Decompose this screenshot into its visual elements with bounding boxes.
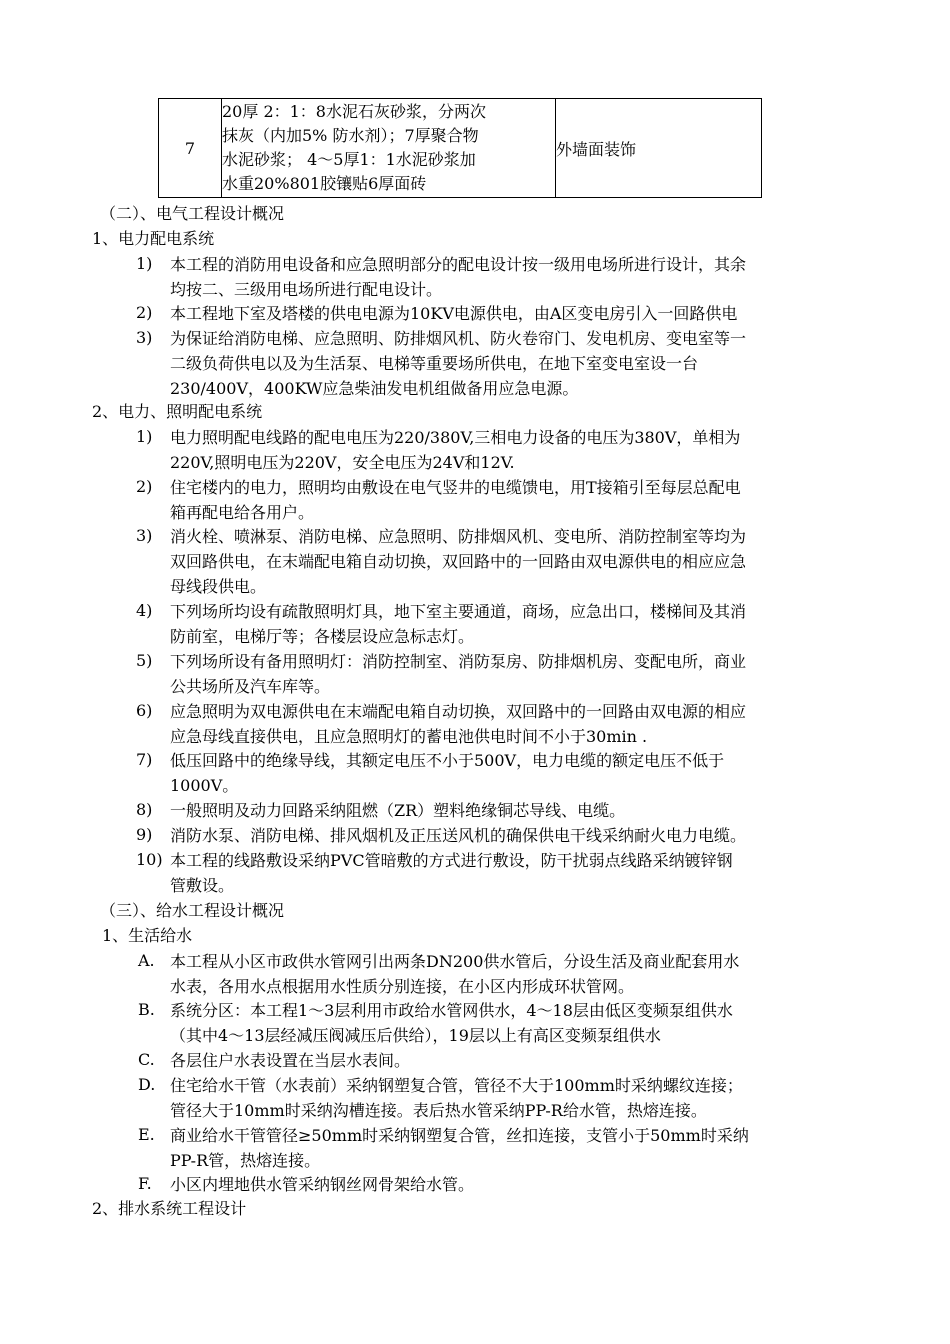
list-item-line: 母线段供电。: [170, 577, 267, 596]
list-item-text: [170, 326, 860, 401]
list-item-number: 3): [136, 328, 153, 347]
list-item-line: 电力照明配电线路的配电电压为220/380V,三相电力设备的电压为380V，单相为: [170, 428, 741, 447]
description-line: 水重20%801胶镶贴6厚面砖: [222, 174, 427, 193]
section-heading-electrical: （二）、电气工程设计概况: [100, 204, 285, 223]
list-item-text: [170, 599, 860, 649]
list-item-line: 防前室，电梯厅等；各楼层设应急标志灯。: [170, 627, 475, 646]
list-item-line: 二级负荷供电以及为生活泵、电梯等重要场所供电，在地下室变电室设一台: [170, 354, 699, 373]
table-row: [159, 99, 762, 198]
list-item-line: 公共场所及汽车库等。: [170, 677, 331, 696]
list-item-line: 本工程的线路敷设采纳PVC管暗敷的方式进行敷设，防干扰弱点线路采纳镀锌钢: [170, 851, 733, 870]
list-item-number: 1): [136, 254, 153, 273]
subsection-heading-supply: 1、生活给水: [102, 926, 193, 945]
list-item-text: [170, 1073, 860, 1123]
list-item-number: 2): [136, 477, 153, 496]
description-line: 水泥砂浆； 4～5厚1：1水泥砂浆加: [222, 150, 476, 169]
description-line: 20厚 2：1：8水泥石灰砂浆，分两次: [222, 102, 486, 121]
list-item-line: 管敷设。: [170, 876, 235, 895]
list-item-number: 9): [136, 825, 153, 844]
list-item-text: [170, 699, 860, 749]
list-item-number: 8): [136, 800, 153, 819]
list-item-text: [170, 475, 860, 525]
list-item-line: 住宅楼内的电力，照明均由敷设在电气竖井的电缆馈电，用T接箱引至每层总配电: [170, 478, 741, 497]
list-item-line: 下列场所均设有疏散照明灯具，地下室主要通道，商场，应急出口，楼梯间及其消: [170, 602, 747, 621]
list-item-line: 本工程从小区市政供水管网引出两条DN200供水管后，分设生活及商业配套用水: [170, 952, 740, 971]
list-item-line: 均按二、三级用电场所进行配电设计。: [170, 280, 443, 299]
list-item-text: [170, 1048, 860, 1073]
list-item-line: 本工程地下室及塔楼的供电电源为10KV电源供电，由A区变电房引入一回路供电: [170, 304, 738, 323]
list-item-line: 应急照明为双电源供电在末端配电箱自动切换，双回路中的一回路由双电源的相应: [170, 702, 747, 721]
list-item-line: 应急母线直接供电，且应急照明灯的蓄电池供电时间不小于30min .: [170, 727, 648, 746]
list-item-text: [170, 1123, 860, 1173]
list-item-number: B.: [138, 1000, 155, 1019]
list-item-text: [170, 998, 860, 1048]
list-item-number: 10): [136, 850, 163, 869]
row-usage: 外墙面装饰: [556, 99, 762, 198]
list-item-text: [170, 949, 860, 999]
list-item-line: 本工程的消防用电设备和应急照明部分的配电设计按一级用电场所进行设计，其余: [170, 255, 747, 274]
list-item-text: [170, 823, 860, 848]
list-item-line: 220V,照明电压为220V，安全电压为24V和12V.: [170, 453, 515, 472]
list-item-line: 水表，各用水点根据用水性质分别连接，在小区内形成环状管网。: [170, 977, 635, 996]
list-item-text: [170, 301, 860, 326]
list-item-number: 3): [136, 526, 153, 545]
list-item-line: 住宅给水干管（水表前）采纳钢塑复合管，管径不大于100mm时采纳螺纹连接；: [170, 1076, 743, 1095]
list-item-number: A.: [138, 951, 155, 970]
subsection-heading-drainage: 2、排水系统工程设计: [92, 1199, 247, 1218]
list-item-line: PP-R管，热熔连接。: [170, 1151, 321, 1170]
list-item-number: C.: [138, 1050, 155, 1069]
row-description: [222, 99, 556, 198]
list-item-number: 6): [136, 701, 153, 720]
list-item-number: 1): [136, 427, 153, 446]
list-item-text: [170, 425, 860, 475]
list-item-line: 管径大于10mm时采纳沟槽连接。表后热水管采纳PP-R给水管，热熔连接。: [170, 1101, 707, 1120]
list-item-number: 7): [136, 750, 153, 769]
subsection-heading-power: 1、电力配电系统: [92, 229, 215, 248]
list-item-line: 消防水泵、消防电梯、排风烟机及正压送风机的确保供电干线采纳耐火电力电缆。: [170, 826, 747, 845]
list-item-number: F.: [138, 1174, 152, 1193]
description-line: 抹灰（内加5% 防水剂）；7厚聚合物: [222, 126, 479, 145]
list-item-line: 为保证给消防电梯、应急照明、防排烟风机、防火卷帘门、发电机房、变电室等一: [170, 329, 747, 348]
list-item-number: E.: [138, 1125, 155, 1144]
list-item-line: 1000V。: [170, 776, 239, 795]
list-item-line: 低压回路中的绝缘导线，其额定电压不小于500V，电力电缆的额定电压不低于: [170, 751, 725, 770]
section-heading-water: （三）、给水工程设计概况: [100, 901, 285, 920]
list-item-text: [170, 1172, 860, 1197]
materials-table: [158, 98, 762, 198]
list-item-line: 一般照明及动力回路采纳阻燃（ZR）塑料绝缘铜芯导线、电缆。: [170, 801, 626, 820]
list-item-number: 2): [136, 303, 153, 322]
list-item-line: （其中4～13层经减压阀减压后供给），19层以上有高区变频泵组供水: [170, 1026, 661, 1045]
list-item-line: 230/400V，400KW应急柴油发电机组做备用应急电源。: [170, 379, 579, 398]
row-number: 7: [159, 99, 222, 198]
list-item-text: [170, 524, 860, 599]
list-item-line: 商业给水干管管径≥50mm时采纳钢塑复合管，丝扣连接，支管小于50mm时采纳: [170, 1126, 749, 1145]
list-item-line: 各层住户水表设置在当层水表间。: [170, 1051, 411, 1070]
list-item-line: 系统分区：本工程1～3层利用市政给水管网供水，4～18层由低区变频泵组供水: [170, 1001, 733, 1020]
list-item-line: 箱再配电给各用户。: [170, 503, 315, 522]
list-item-line: 下列场所设有备用照明灯：消防控制室、消防泵房、防排烟机房、变配电所，商业: [170, 652, 747, 671]
list-item-number: 4): [136, 601, 153, 620]
list-item-number: D.: [138, 1075, 156, 1094]
subsection-heading-lighting: 2、电力、照明配电系统: [92, 402, 263, 421]
list-item-line: 双回路供电，在末端配电箱自动切换，双回路中的一回路由双电源供电的相应应急: [170, 552, 747, 571]
list-item-text: [170, 748, 860, 798]
list-item-line: 小区内埋地供水管采纳钢丝网骨架给水管。: [170, 1175, 475, 1194]
list-item-text: [170, 649, 860, 699]
list-item-text: [170, 252, 860, 302]
list-item-number: 5): [136, 651, 153, 670]
list-item-text: [170, 798, 860, 823]
list-item-text: [170, 848, 860, 898]
list-item-line: 消火栓、喷淋泵、消防电梯、应急照明、防排烟风机、变电所、消防控制室等均为: [170, 527, 747, 546]
